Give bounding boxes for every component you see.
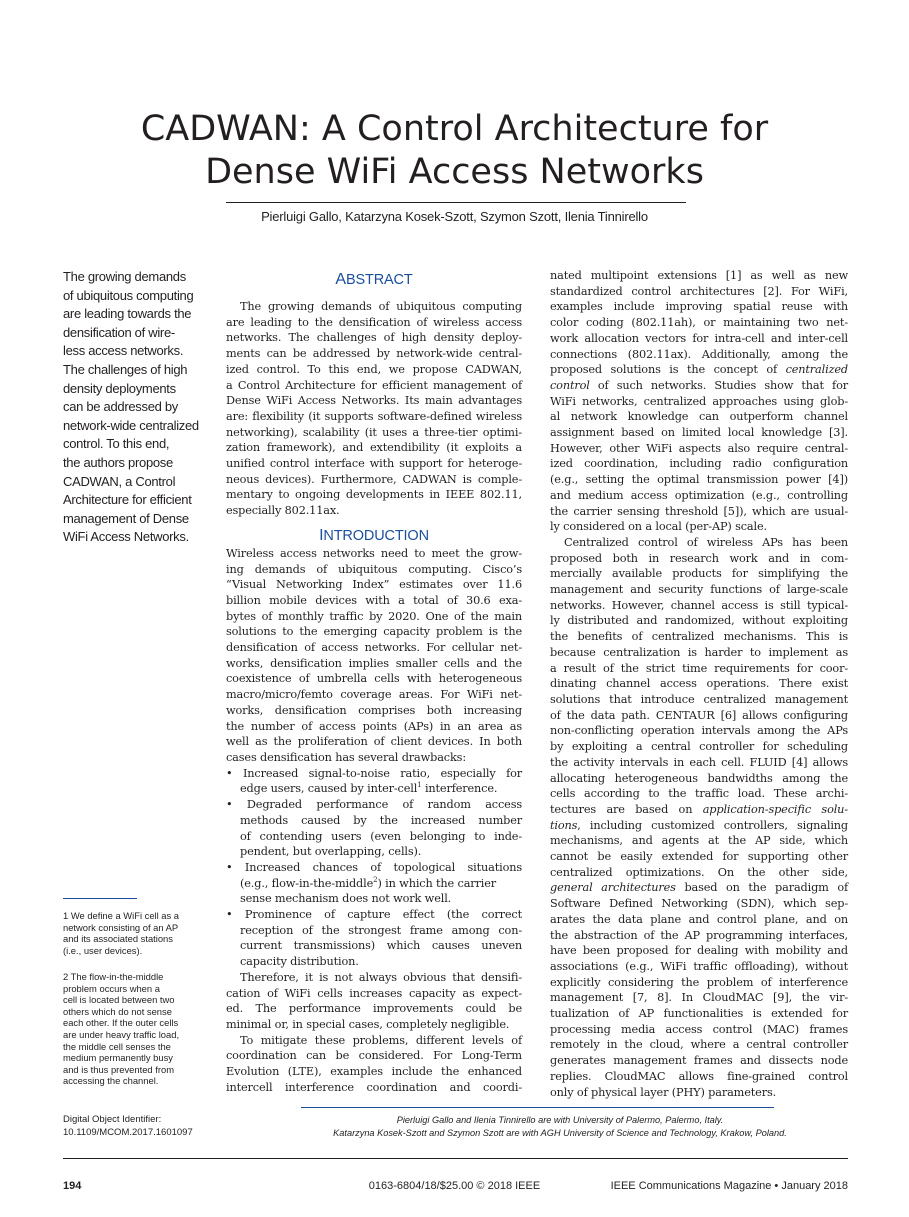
intro-line: well as the proliferation of client devices. In both bbox=[226, 735, 522, 749]
pull-quote-line: the authors propose bbox=[63, 454, 173, 470]
bullet-4-line: capacity distribution. bbox=[240, 955, 359, 969]
colb-emphasis: application-specific solu- bbox=[702, 802, 848, 816]
bullet-2-line: pendent, but overlapping, cells). bbox=[240, 845, 422, 859]
intro-line: cases densification has several drawbacks: bbox=[226, 750, 466, 764]
page-number: 194 bbox=[63, 1180, 82, 1192]
abstract-line: unified control interface with support for heteroge- bbox=[226, 457, 522, 471]
bullet-3-text-end: ) in which the carrier bbox=[377, 876, 497, 890]
pull-quote-line: density deployments bbox=[63, 380, 176, 396]
footnote-line: 2 The flow-in-the-middle bbox=[63, 971, 164, 982]
intro-heading-initial: I bbox=[319, 526, 324, 544]
colb-line: standardized control architectures [2]. For WiFi, bbox=[550, 284, 848, 298]
para3-line: Evolution (LTE), examples include the enhanced bbox=[226, 1065, 522, 1079]
footnote-line: accessing the channel. bbox=[63, 1075, 159, 1087]
colb-emphasis: centralized bbox=[785, 363, 848, 377]
footnote-ref-2: 2 bbox=[373, 875, 378, 884]
colb-line: Software Defined Networking (SDN), which sep- bbox=[550, 897, 848, 911]
footnote-line: (i.e., user devices). bbox=[63, 944, 143, 956]
footnote-line: and its associated stations bbox=[63, 933, 173, 945]
footnote-line: are under heavy traffic load, bbox=[63, 1028, 180, 1040]
abstract-heading-rest: BSTRACT bbox=[345, 272, 413, 288]
abstract-line: ments can be addressed by network-wide central- bbox=[226, 347, 522, 361]
colb-line: ly distributed and randomized, without exploiting bbox=[550, 614, 848, 628]
pull-quote-line: less access networks. bbox=[63, 343, 184, 359]
bullet-4-line: reception of the strongest frame among con- bbox=[240, 923, 522, 937]
author-list: Pierluigi Gallo, Katarzyna Kosek-Szott, Szymon Szott, Ilenia Tinnirello bbox=[261, 209, 648, 224]
bullet-3-line: • Increased chances of topological situations bbox=[226, 860, 522, 874]
colb-line: the carrier sensing threshold [5]), which are usual- bbox=[550, 504, 848, 518]
introduction-heading bbox=[226, 526, 522, 546]
colb-line: examples include improving spatial reuse with bbox=[550, 300, 848, 314]
colb-line bbox=[550, 880, 848, 896]
colb-line: replies. CloudMAC allows fine-grained control bbox=[550, 1069, 848, 1083]
column-right bbox=[550, 268, 848, 1100]
colb-line: cannot be easily extended for supporting other bbox=[550, 850, 848, 864]
abstract-line: mentary to ongoing developments in IEEE 802.11, bbox=[226, 488, 522, 502]
pull-quote-line: Architecture for efficient bbox=[63, 492, 192, 508]
intro-line: densification of access networks. For cellular net- bbox=[226, 641, 522, 655]
intro-line: solutions to the emerging capacity problem is the bbox=[226, 625, 522, 639]
colb-line: assignment based on limited local knowledge [3]. bbox=[550, 426, 848, 440]
footnote-line: problem occurs when a bbox=[63, 982, 160, 994]
para3-line: To mitigate these problems, different levels of bbox=[240, 1033, 522, 1047]
bullet-3-line: sense mechanism does not work well. bbox=[240, 892, 452, 906]
intro-line: “Visual Networking Index” estimates over 11.6 bbox=[226, 578, 522, 592]
colb-line: have been proposed for dealing with mobility and bbox=[550, 944, 848, 958]
bullet-1-text-end: interference. bbox=[421, 782, 498, 796]
colb-line: centralized optimizations. On the other side, bbox=[550, 865, 848, 879]
colb-line: networks. However, channel access is still typical- bbox=[550, 598, 848, 612]
colb-line: by exploiting a central controller for scheduling bbox=[550, 740, 848, 754]
abstract-line: especially 802.11ax. bbox=[226, 504, 340, 518]
footnote-line: each other. If the outer cells bbox=[63, 1017, 179, 1029]
title-rule bbox=[226, 202, 686, 203]
colb-line: and medium access optimization (e.g., controlling bbox=[550, 488, 848, 502]
colb-line: the benefits of centralized mechanisms. This is bbox=[550, 630, 848, 644]
intro-line: Wireless access networks need to meet the grow- bbox=[226, 546, 522, 560]
colb-text: proposed solutions is the concept of bbox=[550, 363, 786, 377]
para3-line: coordination can be considered. For Long-Term bbox=[226, 1049, 522, 1063]
colb-line: work allocation vectors for intra-cell and inter-cell bbox=[550, 331, 848, 345]
bullet-1-line bbox=[226, 781, 522, 797]
para2-line: cation of WiFi cells increases capacity as expect- bbox=[226, 986, 522, 1000]
doi-value: 10.1109/MCOM.2017.1601097 bbox=[63, 1126, 193, 1138]
para3-line: intercell interference coordination and coordi- bbox=[226, 1080, 522, 1094]
colb-line: only of physical layer (PHY) parameters. bbox=[550, 1085, 777, 1099]
colb-text: tectures are based on bbox=[550, 802, 703, 816]
abstract-heading-initial: A bbox=[335, 271, 346, 288]
pull-quote-line: network-wide centralized bbox=[63, 417, 199, 433]
footnote-line: medium permanently busy bbox=[63, 1052, 173, 1064]
pull-quote-line: control. To this end, bbox=[63, 436, 170, 452]
pull-quote-line: can be addressed by bbox=[63, 399, 178, 415]
intro-line: works, densification implies smaller cells and the bbox=[226, 656, 522, 670]
colb-line: the abstraction of the AP programming interfaces, bbox=[550, 928, 848, 942]
colb-emphasis: tions bbox=[550, 818, 578, 832]
footer-rule bbox=[63, 1158, 848, 1159]
colb-line: ized coordination, including radio configuration bbox=[550, 457, 848, 471]
colb-line: generates management frames and dissects node bbox=[550, 1054, 848, 1068]
colb-line: tualization of AP functionalities is extended for bbox=[550, 1007, 848, 1021]
colb-line: (e.g., setting the optimal transmission power [4]) bbox=[550, 473, 848, 487]
colb-line: ly considered on a local (per-AP) scale. bbox=[550, 520, 767, 534]
abstract-line: networks. The challenges of high density deploy- bbox=[226, 331, 522, 345]
title-line-1: CADWAN: A Control Architecture for bbox=[140, 109, 769, 149]
colb-line bbox=[550, 362, 848, 378]
colb-emphasis: control bbox=[550, 378, 590, 392]
affiliation-line: Katarzyna Kosek-Szott and Szymon Szott are with AGH University of Science and Technology, Krakow, Poland. bbox=[333, 1127, 787, 1138]
colb-text: , including customized controllers, signaling bbox=[577, 818, 848, 832]
pull-quote-line: CADWAN, a Control bbox=[63, 473, 176, 489]
intro-heading-rest: NTRODUCTION bbox=[323, 527, 429, 544]
abstract-heading bbox=[226, 270, 522, 290]
footnote-ref-1: 1 bbox=[417, 781, 422, 790]
intro-line: coexistence of umbrella cells with heterogeneous bbox=[226, 672, 522, 686]
bullet-2-line: • Degraded performance of random access bbox=[226, 798, 522, 812]
colb-line: a result of the strict time requirements for coor- bbox=[550, 661, 848, 675]
pull-quote-line: are leading towards the bbox=[63, 306, 192, 322]
paper-title bbox=[0, 108, 909, 194]
affiliations bbox=[210, 1114, 909, 1139]
colb-line: However, other WiFi aspects also require central- bbox=[550, 441, 848, 455]
pull-quote-line: densification of wire- bbox=[63, 324, 175, 340]
pull-quote-line: The challenges of high bbox=[63, 361, 188, 377]
colb-line: associations (e.g., WiFi traffic offloading), without bbox=[550, 959, 848, 973]
colb-line bbox=[550, 802, 848, 818]
colb-line: connections (802.11ax). Additionally, among the bbox=[550, 347, 848, 361]
pull-quote-line: WiFi Access Networks. bbox=[63, 529, 189, 545]
pull-quote-line: of ubiquitous computing bbox=[63, 287, 194, 303]
bullet-1-line: • Increased signal-to-noise ratio, especially for bbox=[226, 766, 522, 780]
bullet-4-line: current transmissions) which causes uneven bbox=[240, 939, 522, 953]
colb-line: nated multipoint extensions [1] as well as new bbox=[550, 269, 848, 282]
abstract-line: neous devices). Furthermore, CADWAN is comple- bbox=[226, 472, 522, 486]
para2-line: Therefore, it is not always obvious that densifi- bbox=[240, 970, 522, 984]
colb-line: dinating channel access operations. There exist bbox=[550, 677, 848, 691]
colb-line: because centralization is harder to implement as bbox=[550, 645, 848, 659]
colb-line: arates the data plane and control plane, and on bbox=[550, 912, 848, 926]
abstract-line: zation framework), and extendibility (it exploits a bbox=[226, 441, 522, 455]
colb-line: proposed both in research work and in com- bbox=[550, 551, 848, 565]
abstract-line: a Control Architecture for efficient management of bbox=[226, 378, 522, 392]
column-middle bbox=[226, 268, 522, 1095]
para2-line: ed. The performance improvements could be bbox=[226, 1002, 522, 1016]
footnote-2 bbox=[63, 971, 203, 1087]
bullet-1-text: edge users, caused by inter-cell bbox=[240, 782, 418, 796]
colb-line: the activity intervals in each cell. FLUID [4] allows bbox=[550, 755, 848, 769]
abstract-line: Dense WiFi Access Networks. Its main advantages bbox=[226, 394, 522, 408]
footnote-line: and is thus prevented from bbox=[63, 1063, 174, 1075]
colb-line: mercially available products for simplifying the bbox=[550, 567, 848, 581]
intro-line: macro/micro/femto coverage areas. For WiFi net- bbox=[226, 688, 522, 702]
intro-line: bytes of monthly traffic by 2020. One of the main bbox=[226, 609, 522, 623]
abstract-line: ized control. To this end, we propose CADWAN, bbox=[226, 362, 522, 376]
bullet-3-text: (e.g., flow-in-the-middle bbox=[240, 876, 374, 890]
colb-line: allocating heterogeneous bandwidths among the bbox=[550, 771, 848, 785]
doi-label: Digital Object Identifier: bbox=[63, 1114, 162, 1125]
colb-line: solutions that introduce centralized management bbox=[550, 692, 848, 706]
bullet-4-line: • Prominence of capture effect (the correct bbox=[226, 908, 522, 922]
bullet-2-line: of contending users (even belonging to inde- bbox=[240, 829, 522, 843]
colb-line: al network knowledge can outperform channel bbox=[550, 410, 848, 424]
footnote-1 bbox=[63, 910, 203, 956]
intro-line: ing demands of ubiquitous computing. Cisco’s bbox=[226, 562, 522, 576]
doi-block bbox=[63, 1114, 193, 1139]
colb-line: management and security functions of large-scale bbox=[550, 583, 848, 597]
pull-quote-line: management of Dense bbox=[63, 510, 189, 526]
para2-line: minimal or, in special cases, completely negligible. bbox=[226, 1017, 510, 1031]
footnote-rule bbox=[63, 898, 137, 899]
colb-line: cells according to the traffic load. These archi- bbox=[550, 787, 848, 801]
intro-line: works, densification comprises both increasing bbox=[226, 703, 522, 717]
abstract-line: networking), scalability (it uses a three-tier optimi- bbox=[226, 425, 522, 439]
colb-line: WiFi networks, centralized approaches using glob- bbox=[550, 394, 848, 408]
bullet-3-line bbox=[226, 876, 522, 892]
colb-line: Centralized control of wireless APs has been bbox=[564, 535, 848, 549]
colb-line bbox=[550, 818, 848, 834]
affiliation-rule bbox=[301, 1107, 774, 1108]
colb-line bbox=[550, 378, 848, 394]
colb-line: explicitly considering the problem of interference bbox=[550, 975, 848, 989]
colb-line: non-conflicting operation intervals among the APs bbox=[550, 724, 848, 738]
colb-line: color coding (802.11ah), or maintaining two net- bbox=[550, 316, 848, 330]
intro-line: the number of access points (APs) in an area as bbox=[226, 719, 522, 733]
footnote-line: cell is located between two bbox=[63, 994, 175, 1006]
abstract-line: are: flexibility (it supports software-defined wireless bbox=[226, 409, 522, 423]
abstract-line: are leading to the densification of wireless access bbox=[226, 315, 522, 329]
footnote-line: 1 We define a WiFi cell as a bbox=[63, 910, 180, 921]
footnote-line: network consisting of an AP bbox=[63, 921, 179, 933]
colb-line: management [7, 8]. In CloudMAC [9], the vir- bbox=[550, 991, 848, 1005]
colb-line: remotely in the cloud, where a central controller bbox=[550, 1038, 848, 1052]
title-line-2: Dense WiFi Access Networks bbox=[205, 152, 704, 192]
issn-copyright: 0163-6804/18/$25.00 © 2018 IEEE bbox=[368, 1180, 541, 1192]
colb-text: based on the paradigm of bbox=[675, 881, 849, 895]
colb-line: mechanisms, and agents at the AP side, which bbox=[550, 834, 848, 848]
footnote-line: the middle cell senses the bbox=[63, 1040, 171, 1052]
footnote-line: others which do not sense bbox=[63, 1005, 172, 1017]
affiliation-line: Pierluigi Gallo and Ilenia Tinnirello are with University of Palermo, Palermo, Italy. bbox=[396, 1115, 724, 1125]
colb-line: processing media access control (MAC) frames bbox=[550, 1022, 848, 1036]
colb-emphasis: general architectures bbox=[550, 881, 676, 895]
bullet-2-line: methods caused by the increased number bbox=[240, 813, 522, 827]
magazine-issue: IEEE Communications Magazine • January 2018 bbox=[610, 1180, 848, 1192]
pull-quote bbox=[63, 268, 201, 547]
intro-line: billion mobile devices with a total of 30.6 exa- bbox=[226, 593, 522, 607]
colb-text: of such networks. Studies show that for bbox=[589, 378, 848, 392]
pull-quote-line: The growing demands bbox=[63, 269, 186, 284]
abstract-line: The growing demands of ubiquitous computing bbox=[240, 300, 522, 313]
colb-line: of the data path. CENTAUR [6] allows configuring bbox=[550, 708, 848, 722]
